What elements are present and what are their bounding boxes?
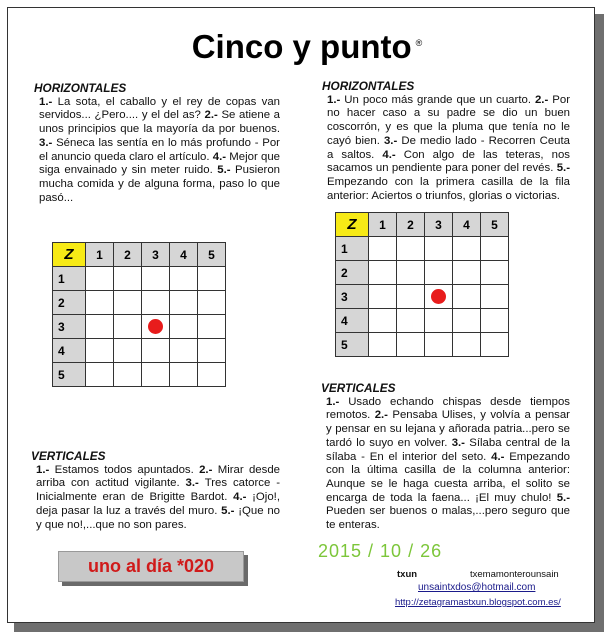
section-heading: VERTICALES	[31, 449, 106, 463]
left-horizontales	[34, 82, 280, 205]
grid-row-header: 3	[53, 315, 86, 339]
grid-column-header: 1	[369, 213, 397, 237]
clue-text: Por no hacer caso a su padre se dio un buen coscorrón, y es que la pluma que tenía no le cayó bien.	[327, 93, 570, 147]
clue-number: 4.-	[233, 491, 253, 504]
clue-text: Con algo de las teteras, nos sacamos un pendiente para poner del revés.	[327, 148, 570, 175]
grid-cell[interactable]	[142, 291, 170, 315]
grid-cell[interactable]	[453, 309, 481, 333]
grid-row-header: 4	[336, 309, 369, 333]
grid-cell[interactable]	[86, 363, 114, 387]
grid-cell[interactable]	[114, 339, 142, 363]
grid-cell[interactable]	[397, 285, 425, 309]
grid-cell[interactable]	[114, 267, 142, 291]
blog-link[interactable]: http://zetagramastxun.blogspot.com.es/	[395, 597, 561, 608]
clue-number: 5.-	[221, 504, 239, 517]
clue-number: 1.-	[39, 95, 58, 108]
email-link[interactable]: unsaintxdos@hotmail.com	[418, 582, 536, 593]
clue-number: 4.-	[491, 450, 510, 463]
grid-cell[interactable]	[481, 309, 509, 333]
grid-cell[interactable]	[142, 339, 170, 363]
grid-cell[interactable]	[397, 309, 425, 333]
series-badge: uno al día *020	[58, 551, 244, 582]
grid-column-header: 5	[481, 213, 509, 237]
left-verticales	[31, 450, 280, 532]
grid-cell[interactable]	[369, 333, 397, 357]
clue-paragraph	[321, 396, 570, 533]
clue-number: 5.-	[217, 164, 236, 177]
publish-date: 2015 / 10 / 26	[318, 541, 443, 561]
grid-cell[interactable]	[397, 237, 425, 261]
center-dot-marker	[431, 289, 446, 304]
grid-cell[interactable]	[170, 363, 198, 387]
grid-cell[interactable]	[453, 237, 481, 261]
grid-row-header: 1	[53, 267, 86, 291]
grid-column-header: 4	[170, 243, 198, 267]
clue-number: 2.-	[204, 109, 222, 122]
grid-column-header: 3	[425, 213, 453, 237]
grid-cell[interactable]	[86, 291, 114, 315]
page-title: Cinco y punto ®	[191, 28, 423, 65]
grid-cell[interactable]	[481, 261, 509, 285]
clue-paragraph	[31, 464, 280, 533]
clue-text: Pusieron mucha comida y de alguna forma, paso lo que pasó...	[39, 164, 280, 204]
grid-corner-logo: Z	[53, 243, 86, 267]
clue-number: 3.-	[39, 136, 57, 149]
grid-row-header: 3	[336, 285, 369, 309]
grid-cell[interactable]	[114, 315, 142, 339]
grid-cell[interactable]	[198, 267, 226, 291]
author-signature: txemamonterounsain	[470, 569, 559, 580]
clue-text: Empezando con la primera casilla de la fila anterior: Aciertos o triunfos, glorias o victorias.	[327, 175, 570, 202]
clue-text: De medio lado - Recorren Ceuta a saltos.	[327, 134, 570, 161]
grid-cell[interactable]	[198, 291, 226, 315]
grid-column-header: 4	[453, 213, 481, 237]
clue-number: 1.-	[36, 463, 55, 476]
grid-column-header: 2	[114, 243, 142, 267]
grid-cell[interactable]	[86, 315, 114, 339]
grid-cell[interactable]	[170, 315, 198, 339]
clue-text: Estamos todos apuntados.	[54, 463, 200, 476]
clue-text: Usado echando chispas desde tiempos remotos.	[326, 395, 570, 422]
clue-text: Tres catorce - Inicialmente eran de Brigitte Bardot.	[36, 477, 280, 504]
section-heading: HORIZONTALES	[34, 81, 127, 95]
clue-text: Mirar desde arriba con actitud vigilante.	[36, 463, 280, 490]
grid-column-header: 1	[86, 243, 114, 267]
grid-column-header: 5	[198, 243, 226, 267]
grid-cell[interactable]	[481, 285, 509, 309]
clue-number: 5.-	[556, 491, 570, 504]
clue-number: 4.-	[382, 148, 404, 161]
clue-text: Pueden ser buenos o malas,...pero seguro que te enteras.	[326, 505, 570, 532]
grid-cell[interactable]	[397, 333, 425, 357]
grid-cell[interactable]	[114, 291, 142, 315]
crossword-grid-right	[335, 212, 509, 357]
clue-text: Se atiene a unos principios que la mayoría da por buenos.	[39, 109, 280, 136]
grid-cell[interactable]	[453, 333, 481, 357]
section-heading: VERTICALES	[321, 381, 396, 395]
clue-text: Mejor que siga envainado y sin meter ruido.	[39, 150, 280, 177]
clue-text: Séneca las sentía en lo más profundo - Por el anuncio queda claro el artículo.	[39, 136, 280, 163]
grid-cell[interactable]	[198, 315, 226, 339]
clue-text: ¡Ojo!, deja pasar la luz a través del muro.	[36, 491, 280, 517]
clue-number: 2.-	[374, 409, 393, 422]
clue-number: 5.-	[556, 162, 570, 175]
grid-row-header: 5	[336, 333, 369, 357]
grid-cell[interactable]	[114, 363, 142, 387]
right-verticales	[321, 382, 570, 533]
grid-cell[interactable]	[86, 267, 114, 291]
clue-number: 2.-	[199, 463, 218, 476]
clue-paragraph	[322, 94, 570, 204]
grid-cell[interactable]	[142, 315, 170, 339]
clue-text: ¡Que no y que no!,...que no son pares.	[36, 504, 280, 531]
clue-number: 1.-	[327, 93, 345, 106]
grid-cell[interactable]	[425, 333, 453, 357]
grid-column-header: 2	[397, 213, 425, 237]
clue-text: Pensaba Ulises, y volvía a pensar y pensar en su lejana y añorada patria...pero se tardó lo suyo en volver.	[326, 409, 570, 449]
grid-row-header: 2	[53, 291, 86, 315]
grid-column-header: 3	[142, 243, 170, 267]
clue-text: Empezando con la última casilla de la columna anterior: Aunque se le haga cuesta arriba, el solito se encarga de toda la faena... ¡El muy chulo!	[326, 450, 570, 504]
clue-number: 4.-	[212, 150, 230, 163]
grid-cell[interactable]	[198, 363, 226, 387]
grid-cell[interactable]	[142, 267, 170, 291]
clue-number: 2.-	[534, 93, 553, 106]
center-dot-marker	[148, 319, 163, 334]
grid-cell[interactable]	[86, 339, 114, 363]
registered-mark: ®	[415, 38, 423, 48]
grid-cell[interactable]	[198, 339, 226, 363]
grid-cell[interactable]	[170, 267, 198, 291]
grid-row-header: 5	[53, 363, 86, 387]
grid-cell[interactable]	[397, 261, 425, 285]
grid-cell[interactable]	[425, 237, 453, 261]
clue-number: 3.-	[451, 436, 470, 449]
grid-row-header: 4	[53, 339, 86, 363]
grid-row-header: 1	[336, 237, 369, 261]
author-name: txun	[397, 569, 418, 580]
section-heading: HORIZONTALES	[322, 79, 415, 93]
grid-cell[interactable]	[369, 261, 397, 285]
right-horizontales	[322, 80, 570, 203]
grid-cell[interactable]	[142, 363, 170, 387]
grid-cell[interactable]	[481, 237, 509, 261]
grid-cell[interactable]	[425, 285, 453, 309]
grid-cell[interactable]	[369, 285, 397, 309]
grid-cell[interactable]	[425, 309, 453, 333]
clue-number: 1.-	[326, 395, 349, 408]
clue-number: 3.-	[185, 477, 205, 490]
clue-text: Sílaba central de la sílaba - En el interior del seto.	[326, 436, 570, 463]
grid-cell[interactable]	[369, 237, 397, 261]
clue-text: La sota, el caballo y el rey de copas van servidos... ¿Pero.... y el del as?	[39, 95, 280, 122]
crossword-grid-left	[52, 242, 226, 387]
grid-cell[interactable]	[170, 291, 198, 315]
clue-number: 3.-	[383, 134, 402, 147]
grid-cell[interactable]	[170, 339, 198, 363]
grid-cell[interactable]	[369, 309, 397, 333]
clue-paragraph	[34, 96, 280, 206]
grid-row-header: 2	[336, 261, 369, 285]
grid-cell[interactable]	[481, 333, 509, 357]
clue-text: Un poco más grande que un cuarto.	[344, 93, 535, 106]
grid-corner-logo: Z	[336, 213, 369, 237]
grid-cell[interactable]	[453, 261, 481, 285]
grid-cell[interactable]	[425, 261, 453, 285]
grid-cell[interactable]	[453, 285, 481, 309]
